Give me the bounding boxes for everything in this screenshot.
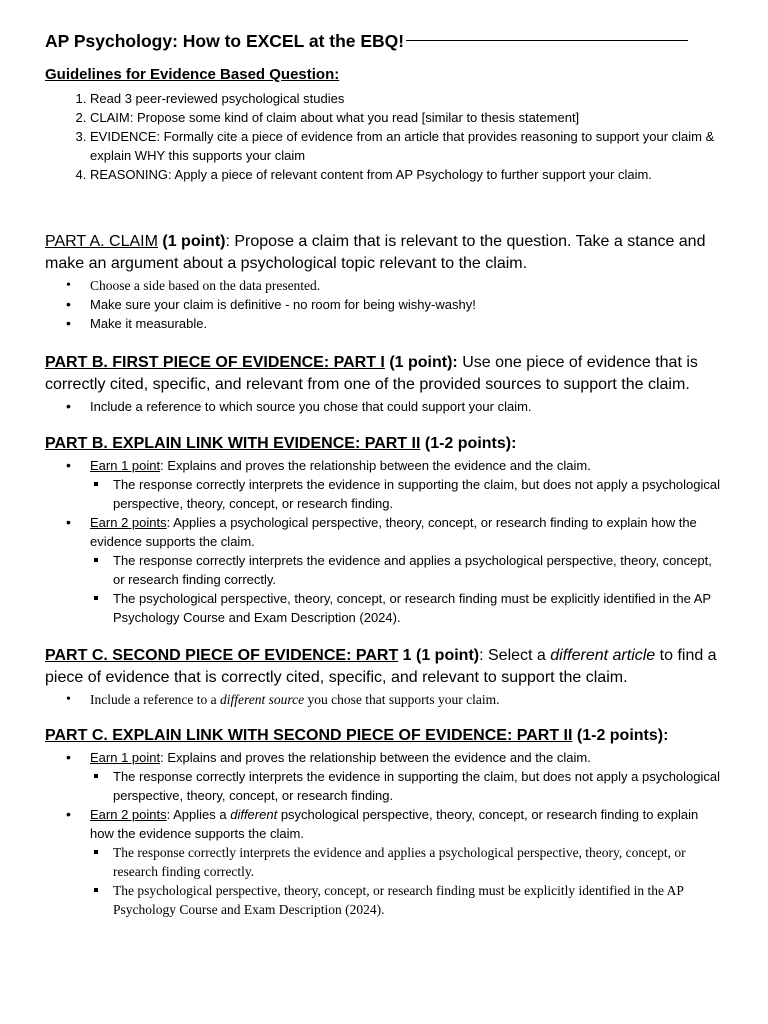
part-a-bullets [45,276,725,333]
part-b1-label: PART B. FIRST PIECE OF EVIDENCE: PART I [45,354,385,371]
list-item: The response correctly interprets the evidence in supporting the claim, but does not apply a psychological perspective, theory, concept, or research finding. [113,767,725,805]
part-a-heading [45,231,725,275]
part-c2-points: (1-2 points): [572,727,669,744]
earn-1-sublist [90,475,725,513]
earn-1-sublist [90,767,725,805]
list-item: The response correctly interprets the evidence in supporting the claim, but does not apply a psychological perspective, theory, concept, or research finding. [113,475,725,513]
part-a-label: PART A. CLAIM [45,233,158,250]
earn-1-text: : Explains and proves the relationship between the evidence and the claim. [160,750,591,765]
list-item: The psychological perspective, theory, concept, or research finding must be explicitly identified in the AP Psychology Course and Exam Description (2024). [113,589,725,627]
part-a-points: (1 point) [157,233,226,250]
part-b2-heading [45,433,725,455]
list-item [90,513,725,627]
part-c1-text-em: different article [550,647,656,664]
list-item: • Include a reference to which source you chose that could support your claim. [90,397,725,416]
part-c2-label: PART C. EXPLAIN LINK WITH SECOND PIECE OF EVIDENCE: PART II [45,727,573,744]
list-item: The response correctly interprets the evidence and applies a psychological perspective, theory, concept, or research finding correctly. [113,551,725,589]
list-item [90,690,725,709]
list-item: 3. EVIDENCE: Formally cite a piece of evidence from an article that provides reasoning to support your claim & explain WHY this supports your claim [90,127,725,165]
earn-2-text-a: : Applies a [166,807,231,822]
part-b2-label: PART B. EXPLAIN LINK WITH EVIDENCE: PART II [45,435,421,452]
earn-1-label: Earn 1 point [90,750,161,765]
list-item: • Make sure your claim is definitive - no room for being wishy-washy! [90,295,725,314]
earn-1-label: Earn 1 point [90,458,161,473]
part-b1-heading [45,352,725,396]
part-c1-label: PART C. SECOND PIECE OF EVIDENCE: PART [45,647,399,664]
part-c1-text-b: to find a piece of evidence that is correctly cited, specific, and relevant to support the claim. [45,647,717,686]
part-b2-points: (1-2 points): [420,435,517,452]
document-page [45,30,725,919]
bullet-text-a: Include a reference to a [90,692,221,707]
list-item: The response correctly interprets the evidence and applies a psychological perspective, theory, concept, or research finding correctly. [113,843,725,881]
list-item: • Choose a side based on the data presented. [90,276,725,295]
list-item: 1. Read 3 peer-reviewed psychological studies [90,89,725,108]
earn-2-text-b: psychological perspective, theory, concept, or research finding to explain how the evidence supports the claim. [90,807,699,841]
part-c1-text-a: : Select a [479,647,551,664]
list-item: The psychological perspective, theory, concept, or research finding must be explicitly identified in the AP Psychology Course and Exam Description (2024). [113,881,725,919]
earn-1-text: : Explains and proves the relationship between the evidence and the claim. [160,458,591,473]
part-b1-text: Use one piece of evidence that is correctly cited, specific, and relevant from one of the provided sources to support the claim. [45,354,698,393]
list-item [90,456,725,513]
earn-2-sublist [90,843,725,919]
list-item: 4. REASONING: Apply a piece of relevant content from AP Psychology to further support your claim. [90,165,725,184]
part-b1-bullets [45,397,725,416]
part-a-text: : Propose a claim that is relevant to the question. Take a stance and make an argument about a psychological topic relevant to the claim. [45,233,706,272]
list-item [90,748,725,805]
earn-2-text: : Applies a psychological perspective, theory, concept, or research finding to explain how the evidence supports the claim. [90,515,697,549]
earn-2-label: Earn 2 points [90,807,167,822]
part-c2-bullets [45,748,725,919]
bullet-text-b: you chose that supports your claim. [304,692,500,707]
list-item: 2. CLAIM: Propose some kind of claim about what you read [similar to thesis statement] [90,108,725,127]
earn-2-label: Earn 2 points [90,515,167,530]
part-b1-points: (1 point): [384,354,458,371]
page-title [45,30,725,52]
page-title-text: AP Psychology: How to EXCEL at the EBQ! [45,31,405,51]
guidelines-list [45,89,725,184]
part-c1-heading [45,645,725,689]
part-c1-label-tail: 1 (1 point) [398,647,480,664]
earn-2-text-em: different [230,807,278,822]
guidelines-heading: Guidelines for Evidence Based Question: [45,66,340,83]
part-b2-bullets [45,456,725,627]
list-item: • Make it measurable. [90,314,725,333]
title-rule [406,40,688,41]
part-c2-heading [45,725,725,747]
bullet-text-em: different source [220,692,305,707]
list-item [90,805,725,919]
part-c1-bullets [45,690,725,709]
earn-2-sublist [90,551,725,627]
